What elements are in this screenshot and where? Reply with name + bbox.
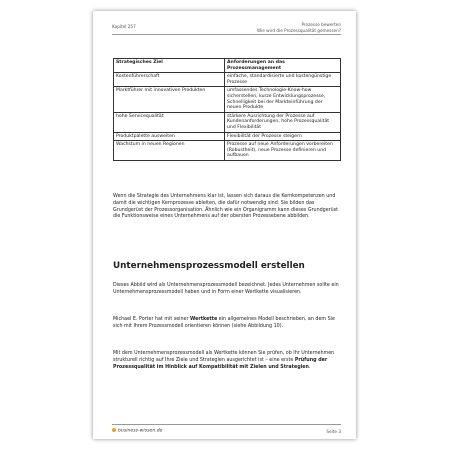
table-row bbox=[114, 132, 341, 141]
table-cell: stärkere Ausrichtung der Prozesse auf Kundenanforderungen, hohe Prozessqualität und Flexibilität bbox=[225, 112, 341, 132]
table-cell: Kostenführerschaft bbox=[114, 73, 225, 87]
running-header bbox=[257, 22, 341, 34]
running-header-title: Prozesse bewerten bbox=[301, 22, 341, 27]
document-page bbox=[93, 11, 356, 439]
site-logo bbox=[112, 428, 162, 434]
table-cell: Marktführer mit innovativen Produkten bbox=[114, 87, 225, 112]
table-row bbox=[114, 87, 341, 112]
bold-term: Prüfung der Prozessqualität im Hinblick auf Kompatibilität mit Zielen und Strategien bbox=[113, 357, 328, 370]
body-paragraph-pruefung bbox=[113, 351, 343, 371]
table-cell: einfache, standardisierte und kostengünstige Prozesse bbox=[225, 73, 341, 87]
body-paragraph: Dieses Abbild wird als Unternehmensprozessmodell bezeichnet. Jedes Unternehmen sollte ein Unternehmensprozessmodell haben und in Form einer Wertkette visualisieren. bbox=[113, 283, 339, 295]
body-paragraph-wertkette bbox=[113, 317, 343, 331]
chapter-label: Kapitel 257 bbox=[112, 24, 136, 29]
table-header-row bbox=[114, 59, 341, 73]
running-header-subtitle: Wie wird die Prozessqualität gemessen? bbox=[257, 28, 341, 33]
table-cell: Wachstum in neuen Regionen bbox=[114, 141, 225, 161]
table-cell: hohe Servicequalität bbox=[114, 112, 225, 132]
strategy-table bbox=[113, 58, 341, 161]
table-cell: Produktpalette ausweiten bbox=[114, 132, 225, 141]
text-run: Mit dem Unternehmensprozessmodell als Wertkette können Sie prüfen, ob Ihr Unternehmen strukturell richtig auf Ihre Ziele und Strategien ausgerichtet ist – eine erste bbox=[113, 351, 335, 363]
bold-term: Wertkette bbox=[190, 317, 218, 322]
text-run: . bbox=[308, 364, 311, 370]
text-run: ein allgemeines Modell beschrieben, an dem Sie sich mit Ihrem Prozessmodell orientieren können (siehe Abbildung 10). bbox=[113, 317, 335, 329]
logo-dot-icon bbox=[112, 428, 116, 432]
table-cell: Prozesse auf neue Anforderungen vorbereiten (Robustheit), neue Prozesse definieren und aufbauen bbox=[225, 141, 341, 161]
table-row bbox=[114, 73, 341, 87]
table-cell: umfassendes Technologie-Know-how sicherstellen, kurze Entwicklungsprozesse, Schnelligkeit bei der Markteinführung der neuen Produkte bbox=[225, 87, 341, 112]
table-header-cell: Strategisches Ziel bbox=[114, 59, 225, 73]
table-row bbox=[114, 141, 341, 161]
page-number: Seite 3 bbox=[326, 429, 341, 434]
table-header-cell: Anforderungen an das Prozessmanagement bbox=[225, 59, 341, 73]
section-heading: Unternehmensprozessmodell erstellen bbox=[113, 261, 305, 271]
intro-paragraph: Wenn die Strategie des Unternehmens klar ist, lassen sich daraus die Kernkompetenzen und damit die wichtigen Kernprozesse ableiten, die dafür notwendig sind. Sie bilden das Grundgerüst der Prozessorganisation. Ähnlich wie ein Organigramm kann dieses Grundgerüst die Funktionsweise eines Unternehmens auf der obersten Prozessebene abbilden. bbox=[113, 194, 339, 220]
header-divider bbox=[112, 34, 341, 35]
table-cell: Flexibilität der Prozesse steigern bbox=[225, 132, 341, 141]
table-row bbox=[114, 112, 341, 132]
text-run: Michael E. Porter hat mit seiner bbox=[113, 317, 191, 322]
footer-divider bbox=[112, 424, 341, 425]
logo-text: business-wissen.de bbox=[118, 428, 163, 434]
